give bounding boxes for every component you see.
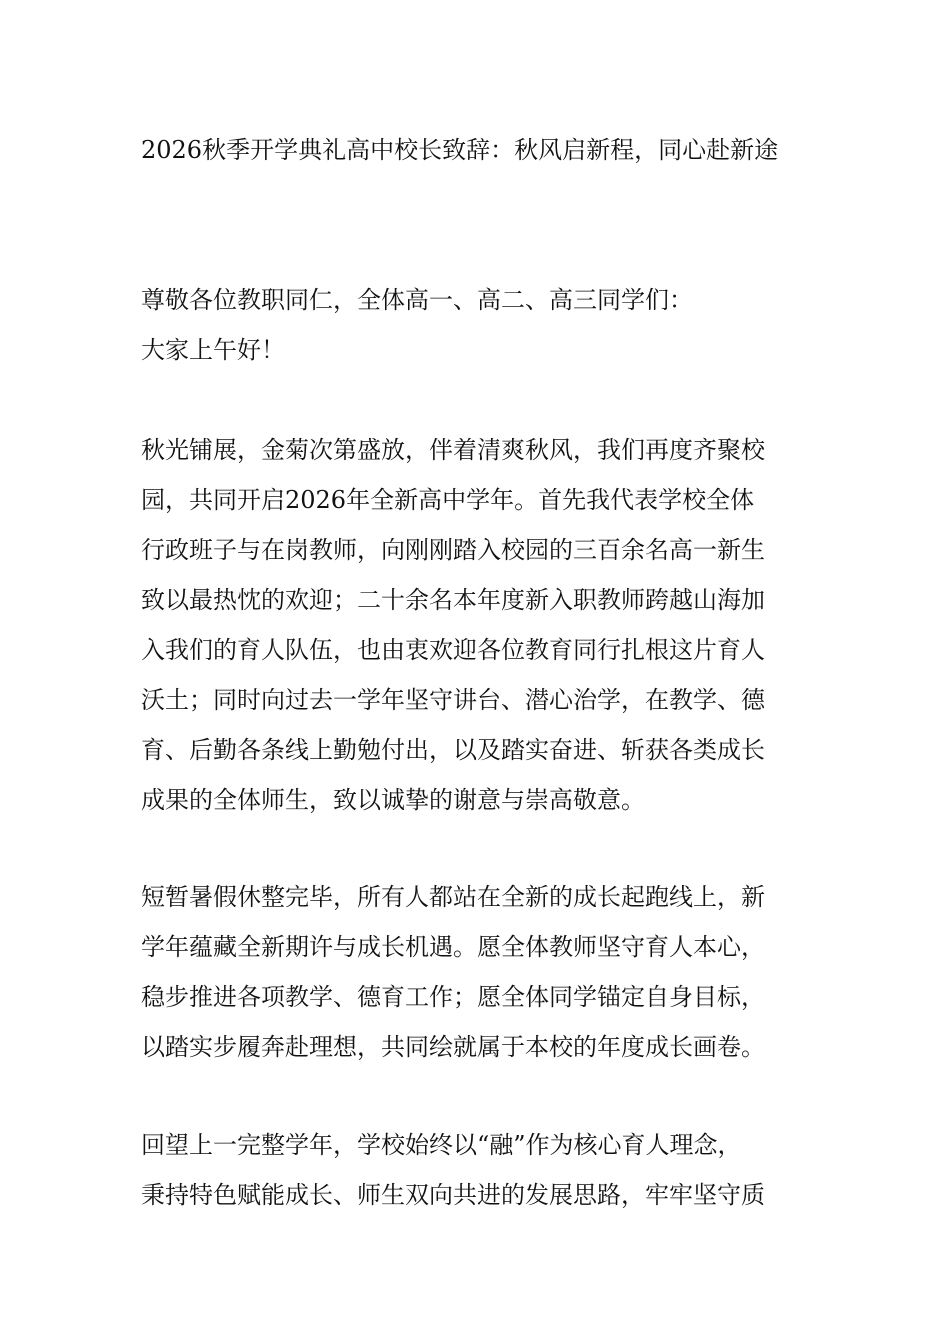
paragraph-line: 学年蕴藏全新期许与成长机遇。愿全体教师坚守育人本心， xyxy=(141,933,765,961)
paragraph-line: 秋光铺展，金菊次第盛放，伴着清爽秋风，我们再度齐聚校 xyxy=(141,436,765,464)
paragraph-line: 致以最热忱的欢迎；二十余名本年度新入职教师跨越山海加 xyxy=(141,586,765,614)
paragraph-line: 育、后勤各条线上勤勉付出，以及踏实奋进、斩获各类成长 xyxy=(141,736,765,764)
salutation-line: 尊敬各位教职同仁，全体高一、高二、高三同学们： xyxy=(141,286,693,314)
paragraph-new-semester xyxy=(141,872,821,1072)
salutation xyxy=(141,275,821,375)
paragraph-review xyxy=(141,1120,821,1220)
paragraph-line: 短暂暑假休整完毕，所有人都站在全新的成长起跑线上，新 xyxy=(141,883,765,911)
paragraph-line: 园，共同开启2026年全新高中学年。首先我代表学校全体 xyxy=(141,486,755,514)
document-title: 2026秋季开学典礼高中校长致辞：秋风启新程，同心赴新途 xyxy=(141,136,779,164)
paragraph-welcome xyxy=(141,425,821,825)
paragraph-line: 成果的全体师生，致以诚挚的谢意与崇高敬意。 xyxy=(141,786,645,814)
paragraph-line: 入我们的育人队伍，也由衷欢迎各位教育同行扎根这片育人 xyxy=(141,636,765,664)
paragraph-line: 以踏实步履奔赴理想，共同绘就属于本校的年度成长画卷。 xyxy=(141,1033,765,1061)
greeting-line: 大家上午好！ xyxy=(141,336,285,364)
paragraph-line: 行政班子与在岗教师，向刚刚踏入校园的三百余名高一新生 xyxy=(141,536,765,564)
paragraph-line: 回望上一完整学年，学校始终以“融”作为核心育人理念， xyxy=(141,1131,742,1159)
paragraph-line: 沃土；同时向过去一学年坚守讲台、潜心治学，在教学、德 xyxy=(141,686,765,714)
paragraph-line: 秉持特色赋能成长、师生双向共进的发展思路，牢牢坚守质 xyxy=(141,1181,765,1209)
paragraph-line: 稳步推进各项教学、德育工作；愿全体同学锚定自身目标， xyxy=(141,983,765,1011)
